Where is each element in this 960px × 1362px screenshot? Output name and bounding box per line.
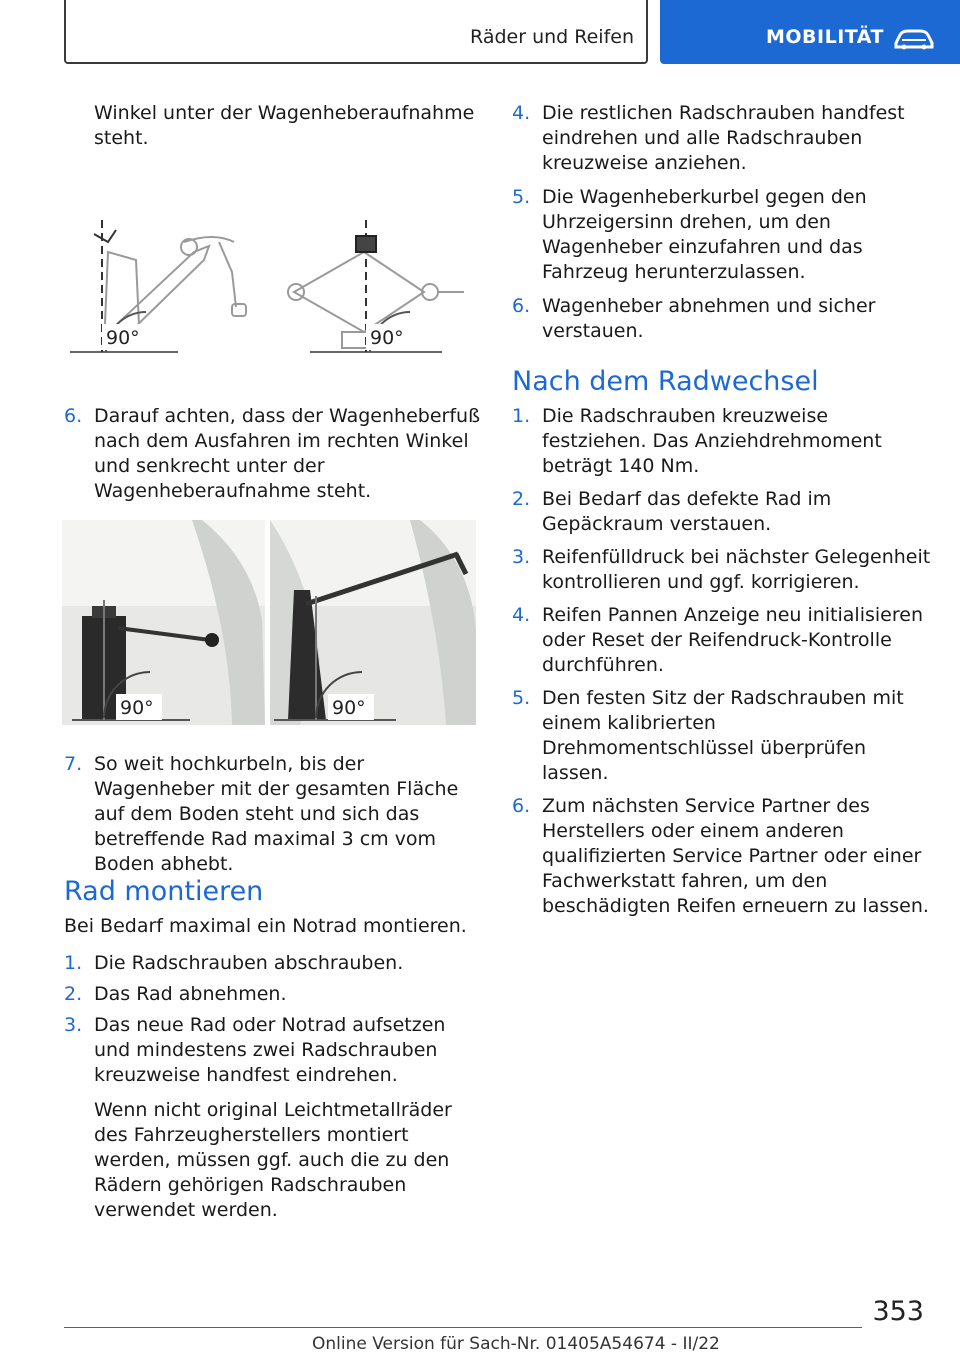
list-item: 4. Reifen Pannen Anzeige neu initialisieren oder Reset der Reifendruck-Kontrolle durchführen. [512,604,923,676]
angle-label-right: 90° [370,327,404,349]
footer-divider [64,1327,862,1328]
jack-photo-left [62,520,265,725]
list-item: 1. Die Radschrauben abschrauben. [64,952,404,974]
chapter-tab[interactable] [660,0,960,64]
list-item: 2. Das Rad abnehmen. [64,983,287,1005]
continued-steps [512,101,932,344]
step-number: 6. [64,405,83,427]
section-nach-dem-radwechsel [512,366,932,919]
step-note: Wenn nicht original Leichtmetallräder des Fahrzeugherstellers montiert werden, müssen ggf. auch die zu den Rädern gehörigen Radschrauben verwendet werden. [94,1099,452,1221]
car-icon [892,27,936,51]
step-text: So weit hochkurbeln, bis der Wagenheber mit der gesamten Fläche auf dem Boden steht und sich das betreffende Rad maximal 3 cm vom Boden abhebt. [94,753,459,875]
section-heading: Nach dem Radwechsel [512,366,819,397]
step-number: 7. [64,753,83,775]
page-number: 353 [872,1296,924,1327]
list-item: 2. Bei Bedarf das defekte Rad im Gepäckraum verstauen. [512,488,832,535]
angle-label-left: 90° [106,327,140,349]
section-intro: Bei Bedarf maximal ein Notrad montieren. [64,915,467,937]
step-6-jack-foot [64,404,484,504]
list-item: 5. Den festen Sitz der Radschrauben mit einem kalibrierten Drehmomentschlüssel überprüfen lassen. [512,687,904,784]
list-item: 6. Wagenheber abnehmen und sicher verstauen. [512,295,876,342]
intro-continuation: Winkel unter der Wagenheberaufnahme steht. [94,102,475,149]
list-item: 3. Das neue Rad oder Notrad aufsetzen und mindestens zwei Radschrauben kreuzweise handfest eindrehen. Wenn nicht original Leichtmetallräder des Fahrzeugherstellers montiert werden, müssen ggf. auch die zu den Rädern gehörigen Radschrauben verwendet werden. [64,1013,484,1223]
section-heading: Rad montieren [64,876,264,907]
jack-diagram-figure [64,212,484,362]
jack-photo-figure [62,520,476,725]
list-item: 5. Die Wagenheberkurbel gegen den Uhrzeigersinn drehen, um den Wagenheber einzufahren und das Fahrzeug herunterzulassen. [512,186,867,283]
list-item: 6. Zum nächsten Service Partner des Herstellers oder einem anderen qualifizierten Service Partner oder einer Fachwerkstatt fahren, um den beschädigten Reifen erneuern zu lassen. [512,795,929,917]
section-title: Räder und Reifen [470,26,634,48]
step-text: Darauf achten, dass der Wagenheberfuß nach dem Ausfahren im rechten Winkel und senkrecht unter der Wagenheberaufnahme steht. [94,405,481,502]
list-item: 3. Reifenfülldruck bei nächster Gelegenheit kontrollieren und ggf. korrigieren. [512,546,931,593]
step-7-crank-up [64,752,484,877]
list-item: 4. Die restlichen Radschrauben handfest eindrehen und alle Radschrauben kreuzweise anziehen. [512,102,905,174]
jack-photo-right [270,520,476,725]
header-section-box [64,0,648,64]
online-version-note: Online Version für Sach-Nr. 01405A54674 - II/22 [312,1334,720,1354]
photo-angle-label-right: 90° [332,697,366,719]
photo-angle-label-left: 90° [120,697,154,719]
list-item: 1. Die Radschrauben kreuzweise festziehen. Das Anziehdrehmoment beträgt 140 Nm. [512,405,882,477]
chapter-tab-label: MOBILITÄT [766,26,884,48]
section-rad-montieren [64,876,484,1223]
